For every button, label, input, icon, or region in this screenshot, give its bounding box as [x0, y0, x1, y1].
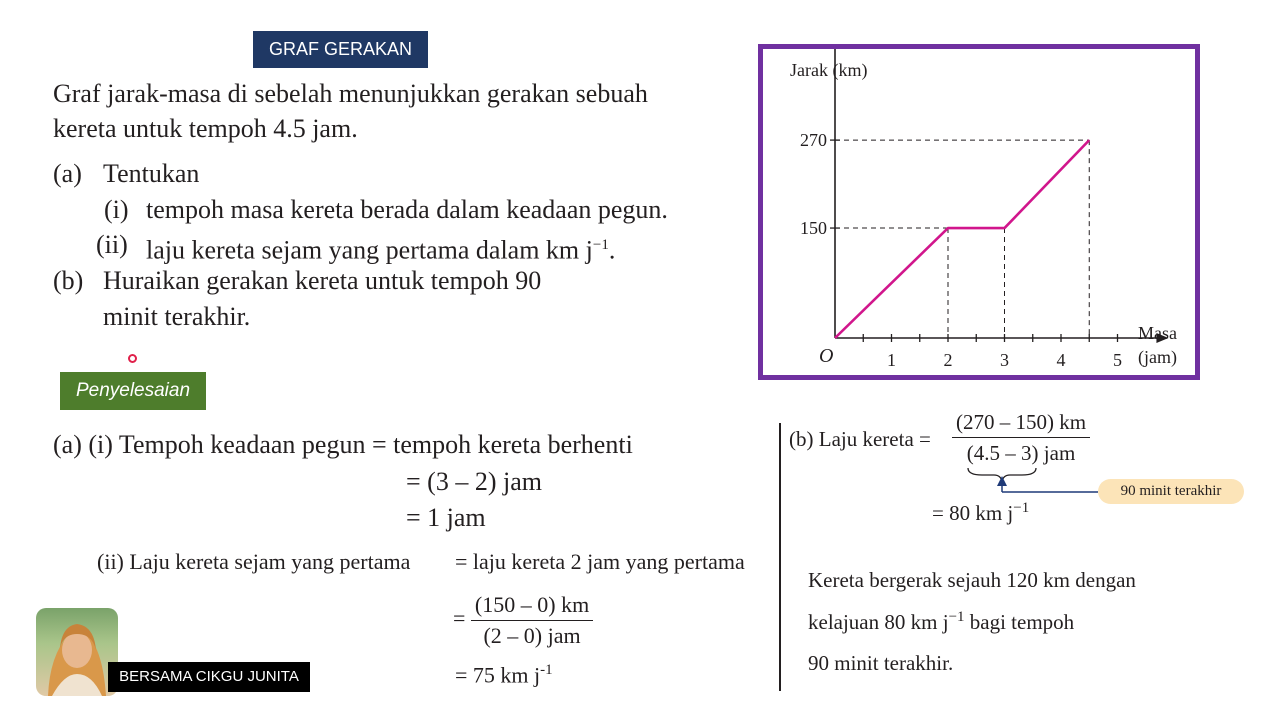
- question-b-line2: minit terakhir.: [103, 302, 251, 331]
- question-intro-line1: Graf jarak-masa di sebelah menunjukkan gerakan sebuah: [53, 79, 648, 108]
- y-tick-label: 270: [800, 130, 827, 151]
- question-a-i-text: tempoh masa kereta berada dalam keadaan pegun.: [146, 195, 668, 224]
- question-a-ii-text: laju kereta sejam yang pertama dalam km $j^{-1}$.: [146, 235, 616, 265]
- question-a-label: (a): [53, 159, 82, 188]
- x-tick-label: 5: [1113, 350, 1122, 370]
- question-a-text: Tentukan: [103, 159, 200, 188]
- solution-badge: Penyelesaian: [60, 372, 206, 410]
- pointer-dot: [128, 354, 137, 363]
- y-tick-label: 150: [800, 218, 827, 239]
- x-axis-label-line1: Masa: [1138, 323, 1177, 343]
- y-axis-label: Jarak (km): [790, 60, 868, 80]
- x-tick-label: 3: [1000, 350, 1009, 370]
- column-divider: [779, 423, 781, 691]
- conclusion-line3: 90 minit terakhir.: [808, 651, 954, 675]
- x-axis-label-line2: (jam): [1138, 347, 1177, 367]
- conclusion-line1: Kereta bergerak sejauh 120 km dengan: [808, 568, 1136, 592]
- presenter-avatar: [36, 608, 118, 696]
- series-line: [835, 140, 1089, 338]
- question-a-ii-label: (ii): [96, 230, 128, 259]
- section-title: GRAF GERAKAN: [253, 31, 428, 68]
- solution-b-fraction: $\frac{(270 - 150) km}{\text{(4.5 – 3) jam}}$: [952, 407, 1090, 468]
- question-b-label: (b): [53, 266, 84, 295]
- solution-a-i-step3: = 1 jam: [406, 503, 486, 532]
- solution-b-result: = 80 km $j^{-1}$: [932, 500, 1030, 525]
- solution-a-ii-result: = 75 km $j^{-1}$: [455, 662, 553, 688]
- x-tick-label: 2: [943, 350, 953, 370]
- x-tick-label: 4: [1056, 350, 1066, 370]
- question-a-i-label: (i): [104, 195, 129, 224]
- solution-b-label: (b) Laju kereta =: [789, 427, 931, 451]
- conclusion-line2: kelajuan 80 km $j^{-1}$ bagi tempoh: [808, 609, 1075, 634]
- origin-label: O: [819, 345, 834, 367]
- solution-a-ii-fraction: = $\frac{(150 - 0) km}{\text{(2 – 0) jam}}$: [453, 590, 593, 651]
- solution-a-ii-rhs: = laju kereta 2 jam yang pertama: [455, 549, 745, 574]
- question-b-line1: Huraikan gerakan kereta untuk tempoh 90: [103, 266, 542, 295]
- chart-svg: [763, 49, 1195, 375]
- presenter-name: BERSAMA CIKGU JUNITA: [108, 662, 310, 692]
- x-tick-label: 1: [887, 350, 896, 370]
- solution-a-i-line: (a) (i) Tempoh keadaan pegun = tempoh kereta berhenti: [53, 430, 633, 459]
- solution-a-ii-lhs: (ii) Laju kereta sejam yang pertama: [97, 549, 411, 574]
- solution-a-i-step2: = (3 – 2) jam: [406, 467, 542, 496]
- callout-label: 90 minit terakhir: [1098, 479, 1244, 504]
- distance-time-chart: [758, 44, 1200, 380]
- question-intro-line2: kereta untuk tempoh 4.5 jam.: [53, 114, 358, 143]
